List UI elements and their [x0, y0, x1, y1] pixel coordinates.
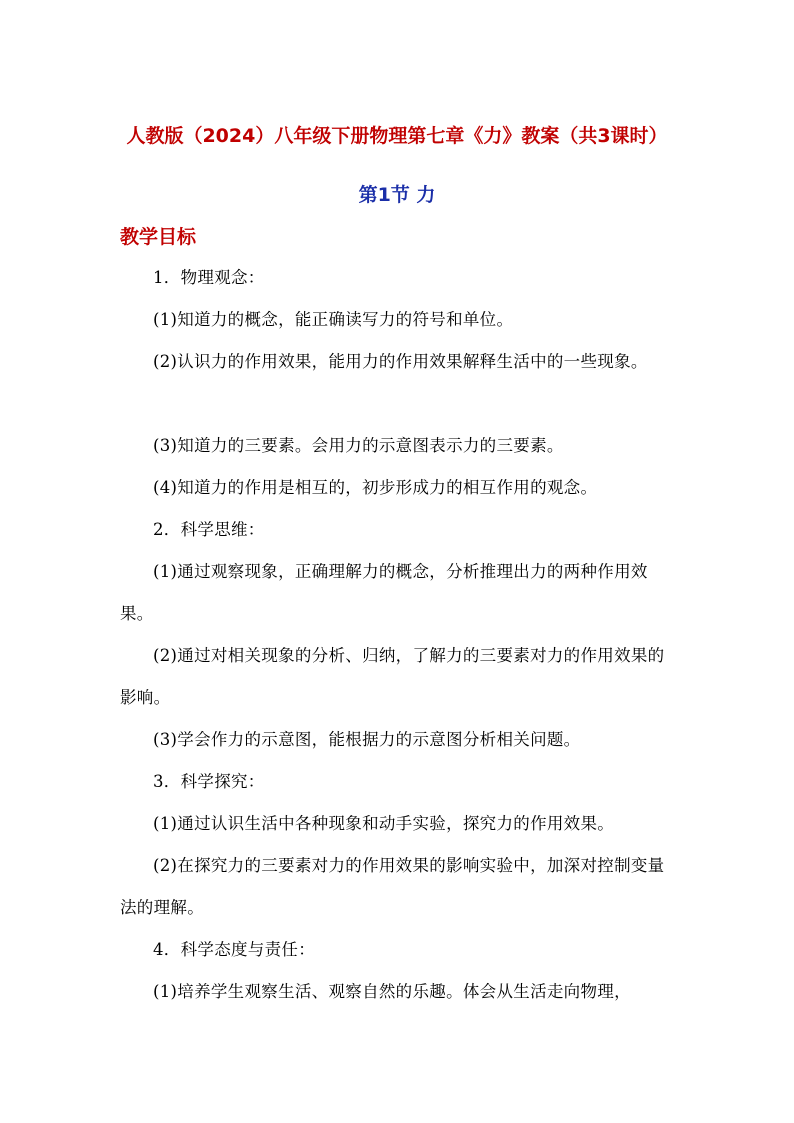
paragraph: (1)培养学生观察生活、观察自然的乐趣。体会从生活走向物理，	[153, 982, 631, 1001]
paragraph: (2)认识力的作用效果，能用力的作用效果解释生活中的一些现象。	[153, 352, 648, 371]
paragraph: (3)学会作力的示意图，能根据力的示意图分析相关问题。	[153, 730, 581, 749]
paragraph: (3)知道力的三要素。会用力的示意图表示力的三要素。	[153, 436, 564, 455]
paragraph: (1)通过观察现象，正确理解力的概念，分析推理出力的两种作用效果。	[120, 562, 648, 623]
teaching-objectives-heading: 教学目标	[120, 226, 197, 248]
paragraph: (1)知道力的概念，能正确读写力的符号和单位。	[153, 310, 514, 329]
paragraph: (2)通过对相关现象的分析、归纳，了解力的三要素对力的作用效果的影响。	[120, 646, 665, 707]
paragraph: (1)通过认识生活中各种现象和动手实验，探究力的作用效果。	[153, 814, 615, 833]
paragraph: 4．科学态度与责任：	[153, 940, 315, 959]
paragraph: 1．物理观念：	[153, 268, 265, 287]
paragraph: 2．科学思维：	[153, 520, 265, 539]
section-title: 第1节 力	[358, 184, 436, 206]
document-title: 人教版（2024）八年级下册物理第七章《力》教案（共3课时）	[126, 125, 668, 147]
paragraph: (2)在探究力的三要素对力的作用效果的影响实验中，加深对控制变量法的理解。	[120, 856, 665, 917]
paragraph: (4)知道力的作用是相互的，初步形成力的相互作用的观念。	[153, 478, 598, 497]
paragraph: 3．科学探究：	[153, 772, 265, 791]
